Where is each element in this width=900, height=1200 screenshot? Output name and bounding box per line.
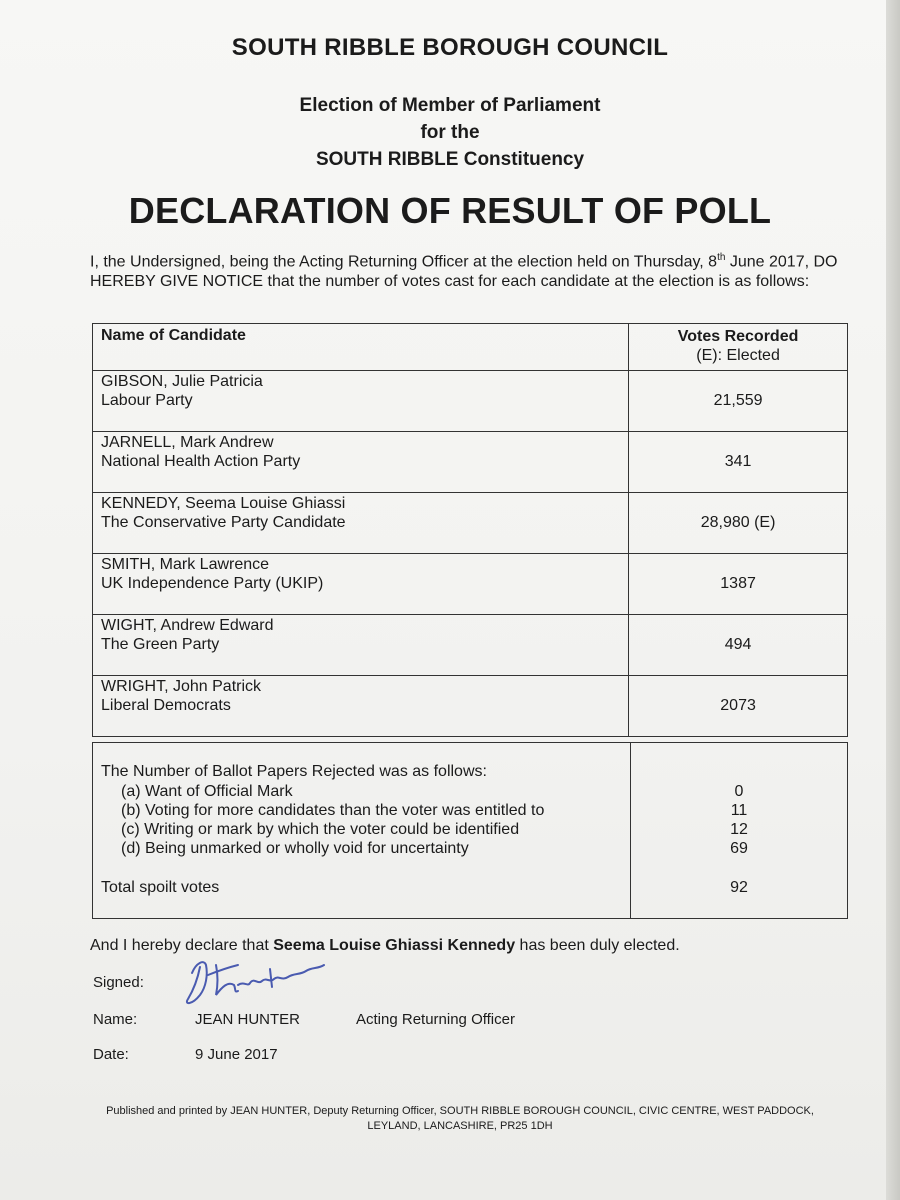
total-spoilt-label: Total spoilt votes xyxy=(101,879,220,896)
rejected-item-label: (d) Being unmarked or wholly void for uncertainty xyxy=(121,840,469,857)
rejected-ballots-box xyxy=(92,742,848,919)
table-row xyxy=(93,371,848,432)
rejected-title: The Number of Ballot Papers Rejected was as follows: xyxy=(101,763,487,780)
officer-role: Acting Returning Officer xyxy=(356,1011,515,1028)
candidate-votes: 494 xyxy=(629,615,848,676)
rejected-item-label: (b) Voting for more candidates than the voter was entitled to xyxy=(121,802,545,819)
election-line-2: for the xyxy=(420,122,480,143)
candidate-votes: 341 xyxy=(629,432,848,493)
election-line-1: Election of Member of Parliament xyxy=(299,95,601,116)
table-row xyxy=(93,676,848,737)
date-label: Date: xyxy=(93,1046,129,1063)
candidate-votes: 2073 xyxy=(629,676,848,737)
candidate-party: The Green Party xyxy=(101,636,220,653)
declaration-date: 9 June 2017 xyxy=(195,1046,278,1063)
table-row xyxy=(93,554,848,615)
signature-image xyxy=(178,955,338,1015)
table-row xyxy=(93,615,848,676)
candidate-name: GIBSON, Julie Patricia xyxy=(101,373,263,390)
paper-edge xyxy=(886,0,900,1200)
candidate-votes: 1387 xyxy=(629,554,848,615)
table-row xyxy=(93,432,848,493)
declaration-prefix: And I hereby declare that xyxy=(90,937,274,954)
intro-sup: th xyxy=(717,252,726,263)
candidate-name: WIGHT, Andrew Edward xyxy=(101,617,274,634)
candidate-party: National Health Action Party xyxy=(101,453,301,470)
imprint-footer: Published and printed by JEAN HUNTER, Deputy Returning Officer, SOUTH RIBBLE BOROUGH COUNCIL, CIVIC CENTRE, WEST PADDOCK, LEYLAND, LANCASHIRE, PR25 1DH xyxy=(106,1105,814,1132)
name-label: Name: xyxy=(93,1011,138,1028)
declaration-statement xyxy=(90,937,680,955)
header-votes-sub: (E): Elected xyxy=(696,347,780,364)
page-title: DECLARATION OF RESULT OF POLL xyxy=(128,190,772,231)
rejected-item-value: 0 xyxy=(734,783,744,800)
elected-candidate: Seema Louise Ghiassi Kennedy xyxy=(273,937,516,954)
declaration-suffix: has been duly elected. xyxy=(515,937,680,954)
rejected-item-label: (a) Want of Official Mark xyxy=(121,783,293,800)
candidate-party: Labour Party xyxy=(101,392,193,409)
table-row xyxy=(93,493,848,554)
header-name: Name of Candidate xyxy=(93,324,629,371)
election-line-3: SOUTH RIBBLE Constituency xyxy=(315,149,585,170)
candidate-votes: 21,559 xyxy=(629,371,848,432)
rejected-item-value: 12 xyxy=(730,821,748,838)
candidate-name: JARNELL, Mark Andrew xyxy=(101,434,274,451)
candidate-party: Liberal Democrats xyxy=(101,697,231,714)
officer-name: JEAN HUNTER xyxy=(195,1011,301,1028)
rejected-item-value: 11 xyxy=(730,802,748,819)
candidate-votes: 28,980 (E) xyxy=(629,493,848,554)
rejected-item-label: (c) Writing or mark by which the voter could be identified xyxy=(121,821,520,838)
candidate-name: KENNEDY, Seema Louise Ghiassi xyxy=(101,495,346,512)
header-votes xyxy=(629,324,848,371)
candidate-party: UK Independence Party (UKIP) xyxy=(101,575,324,592)
intro-part-1: I, the Undersigned, being the Acting Returning Officer at the election held on Thursday, 8 xyxy=(90,253,718,271)
candidate-name: WRIGHT, John Patrick xyxy=(101,678,262,695)
signed-label: Signed: xyxy=(93,974,144,991)
intro-part-2: June 2017, DO HEREBY GIVE NOTICE that the number of votes cast for each candidate at the election is as follows: xyxy=(90,253,838,291)
results-table xyxy=(92,323,848,737)
header-votes-title: Votes Recorded xyxy=(677,328,799,345)
candidate-name: SMITH, Mark Lawrence xyxy=(101,556,270,573)
table-header-row xyxy=(93,324,848,371)
candidate-party: The Conservative Party Candidate xyxy=(101,514,346,531)
council-name: SOUTH RIBBLE BOROUGH COUNCIL xyxy=(231,34,669,61)
total-spoilt-value: 92 xyxy=(730,879,748,896)
rejected-item-value: 69 xyxy=(730,840,748,857)
intro-paragraph xyxy=(90,248,850,292)
